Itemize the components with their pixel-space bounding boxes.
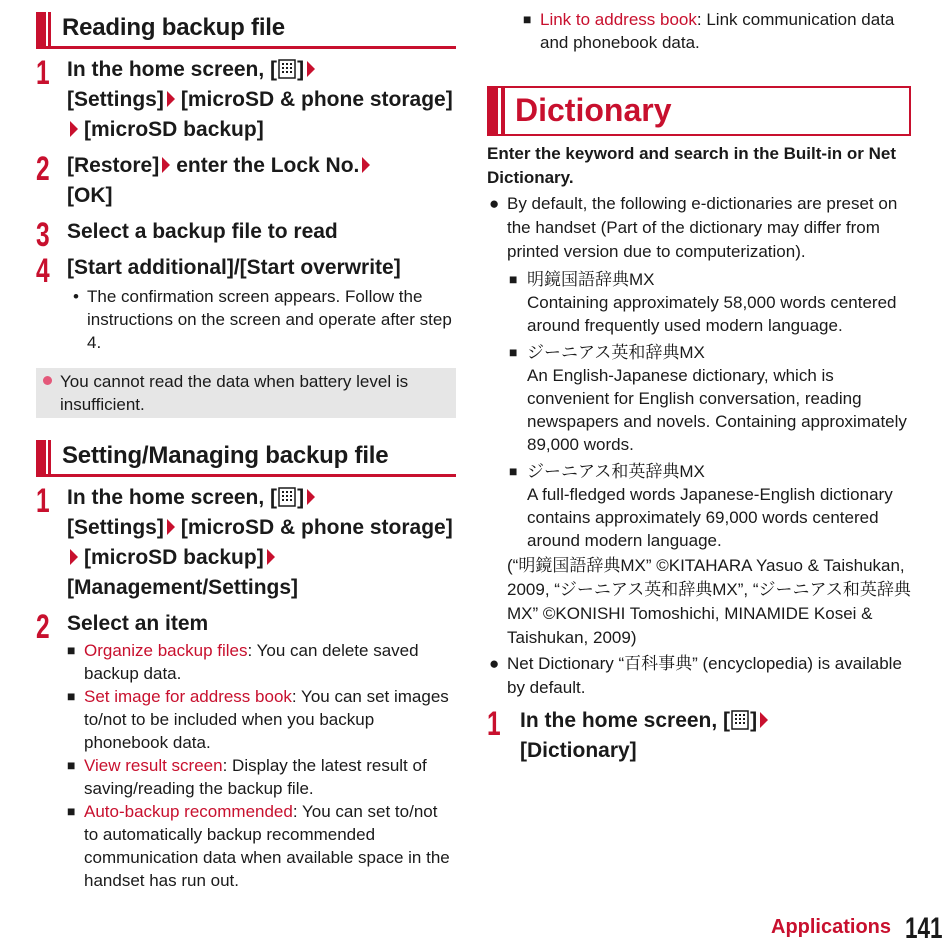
step-number: 1 — [487, 705, 501, 743]
managing-step-1: 1 In the home screen, [ ] [Settings] [microSD & phone storage][microSD backup] [Management/Settings] — [36, 482, 453, 599]
list-item: ■ View result screen: Display the latest result of saving/reading the backup file. — [67, 756, 427, 798]
arrow-right-icon — [307, 489, 315, 505]
section-header-dictionary — [487, 86, 911, 136]
app-grid-icon — [278, 487, 296, 507]
list-item: ■ Organize backup files: You can delete saved backup data. — [67, 641, 419, 683]
arrow-right-icon — [70, 121, 78, 137]
step-number: 3 — [36, 216, 50, 254]
app-grid-icon — [731, 710, 749, 730]
list-item: ■ Auto-backup recommended: You can set to/not to automatically backup recommended communication data when available space in the handset has run out. — [67, 802, 450, 890]
note-dot-icon — [43, 376, 52, 385]
copyright-credit: (“明鏡国語辞典MX” ©KITAHARA Yasuo & Taishukan, 2009, “ジーニアス英和辞典MX”, “ジーニアス和英辞典MX” ©KONISHI Tomoshichi, MINAMIDE Kosei & Taishukan, 2009) — [507, 556, 911, 647]
dictionary-step-1: 1 In the home screen, [ ] [Dictionary] — [487, 706, 911, 766]
bullet-item: ● By default, the following e-dictionaries are preset on the handset (Part of the dictionary may differ from printed version due to computerization). — [489, 194, 898, 261]
section-title: Setting/Managing backup file — [62, 442, 389, 469]
managing-step-2: 2 Select an item ■ Organize backup files: You can delete saved backup data. ■ Set image for address book: You can set images to/not to be included when you backup phonebook data. ■ View result screen: Display the latest result of saving/reading the backup file. ■ Auto-backup recommended: You can set to/not to automatically backup recommended communication data when available space in the handset has run out. — [36, 609, 456, 892]
footer-section-label: Applications — [771, 916, 892, 938]
step-number: 2 — [36, 150, 50, 188]
note-box: You cannot read the data when battery level is insufficient. — [36, 368, 456, 418]
arrow-right-icon — [167, 519, 175, 535]
app-grid-icon — [278, 59, 296, 79]
right-column — [487, 0, 911, 766]
list-item: ■ Set image for address book: You can set images to/not to be included when you backup phonebook data. — [67, 687, 449, 752]
step-number: 2 — [36, 608, 50, 646]
dictionary-item: ■ ジーニアス和英辞典MX A full-fledged words Japanese-English dictionary contains approximately 69,000 words centered around modern language. — [509, 462, 893, 550]
step-bullet: • The confirmation screen appears. Follow the instructions on the screen and operate after step 4. — [73, 287, 452, 352]
arrow-right-icon — [162, 157, 170, 173]
reading-step-2: 2 [Restore] enter the Lock No. [OK] — [36, 151, 456, 211]
dictionary-intro: Enter the keyword and search in the Built-in or Net Dictionary. — [487, 144, 897, 187]
left-column — [36, 0, 456, 892]
step-number: 1 — [36, 54, 50, 92]
reading-step-3: 3 Select a backup file to read — [36, 216, 338, 254]
section-header-reading — [36, 12, 456, 49]
dictionary-item: ■ 明鏡国語辞典MX Containing approximately 58,000 words centered around frequently used modern language. — [509, 270, 897, 335]
arrow-right-icon — [267, 549, 275, 565]
arrow-right-icon — [167, 91, 175, 107]
reading-step-1: 1 In the home screen, [ ] [Settings] [microSD & phone storage][microSD backup] — [36, 54, 453, 141]
step-number: 1 — [36, 482, 50, 520]
arrow-right-icon — [362, 157, 370, 173]
arrow-right-icon — [307, 61, 315, 77]
section-title: Dictionary — [515, 92, 672, 128]
section-title: Reading backup file — [62, 14, 285, 41]
reading-step-4: 4 [Start additional]/[Start overwrite] • The confirmation screen appears. Follow the instructions on the screen and operate after step 4. — [36, 253, 456, 354]
arrow-right-icon — [70, 549, 78, 565]
arrow-right-icon — [760, 712, 768, 728]
dictionary-item: ■ ジーニアス英和辞典MX An English-Japanese dictionary, which is convenient for English conversation, reading newspapers and novels. Containing approximately 89,000 words. — [509, 343, 907, 454]
step-number: 4 — [36, 252, 50, 290]
section-header-managing — [36, 440, 456, 477]
bullet-item: ● Net Dictionary “百科事典” (encyclopedia) is available by default. — [489, 654, 902, 697]
page-number: 141 — [905, 912, 943, 945]
list-item: ■ Link to address book: Link communication data and phonebook data. — [523, 10, 895, 52]
